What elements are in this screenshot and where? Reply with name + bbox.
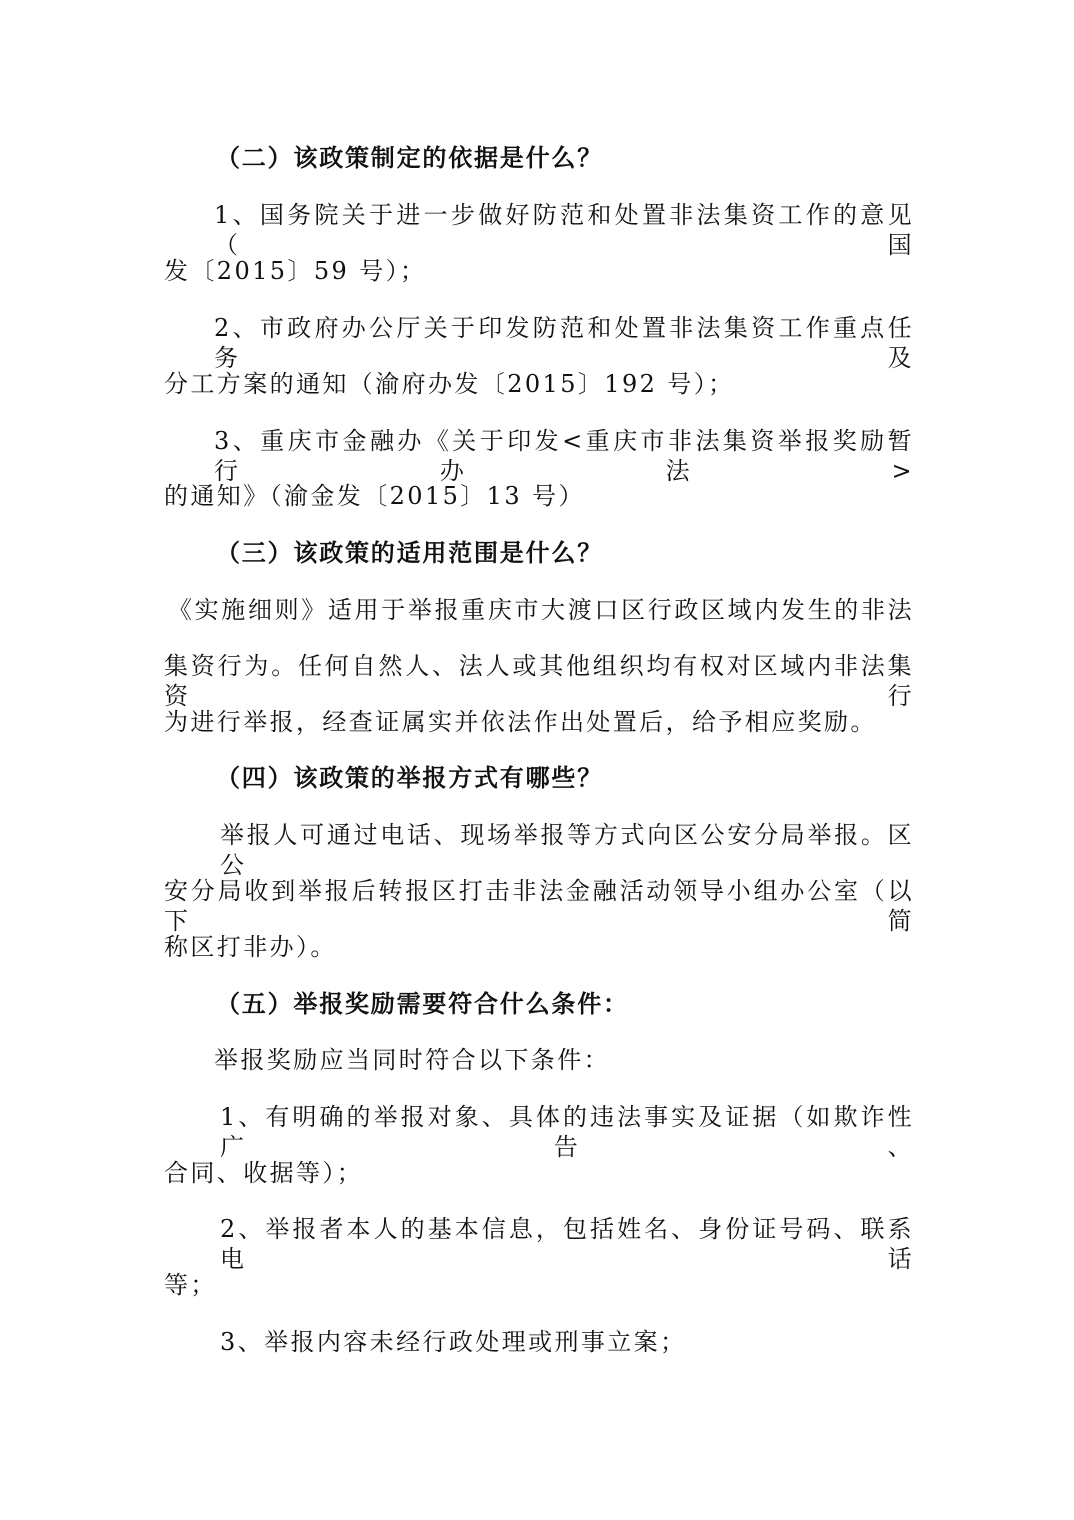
paragraph-line: 3、重庆市金融办《关于印发<重庆市非法集资举报奖励暂行办法> (214, 427, 914, 485)
paragraph-line: 举报奖励应当同时符合以下条件： (214, 1046, 610, 1074)
paragraph-line: 2、举报者本人的基本信息，包括姓名、身份证号码、联系电话 (220, 1215, 914, 1273)
paragraph-line: 称区打非办）。 (164, 933, 337, 961)
paragraph-line: 为进行举报，经查证属实并依法作出处置后，给予相应奖励。 (164, 708, 877, 736)
paragraph-line: 的通知》（渝金发〔2015〕13 号） (164, 482, 585, 510)
paragraph-line: 2、市政府办公厅关于印发防范和处置非法集资工作重点任务及 (214, 314, 914, 372)
section-heading-4: （四）该政策的举报方式有哪些？ (216, 763, 603, 792)
paragraph-line: 3、举报内容未经行政处理或刑事立案； (220, 1328, 687, 1356)
paragraph-line: 等； (164, 1271, 217, 1299)
paragraph-line: 安分局收到举报后转报区打击非法金融活动领导小组办公室（以下简 (164, 877, 914, 935)
section-heading-2: （二）该政策制定的依据是什么？ (216, 143, 603, 172)
paragraph-line: 举报人可通过电话、现场举报等方式向区公安分局举报。区公 (220, 821, 914, 879)
paragraph-line: 1、国务院关于进一步做好防范和处置非法集资工作的意见（国 (214, 201, 914, 259)
paragraph-line: 1、有明确的举报对象、具体的违法事实及证据（如欺诈性广告、 (220, 1103, 914, 1161)
paragraph-line: 《实施细则》适用于举报重庆市大渡口区行政区域内发生的非法 (168, 596, 914, 624)
section-heading-5: （五）举报奖励需要符合什么条件： (216, 989, 629, 1018)
paragraph-line: 发〔2015〕59 号）； (164, 257, 427, 285)
paragraph-line: 分工方案的通知（渝府办发〔2015〕192 号）； (164, 370, 735, 398)
paragraph-line: 集资行为。任何自然人、法人或其他组织均有权对区域内非法集资行 (164, 652, 914, 710)
paragraph-line: 合同、收据等）； (164, 1159, 364, 1187)
section-heading-3: （三）该政策的适用范围是什么？ (216, 538, 603, 567)
